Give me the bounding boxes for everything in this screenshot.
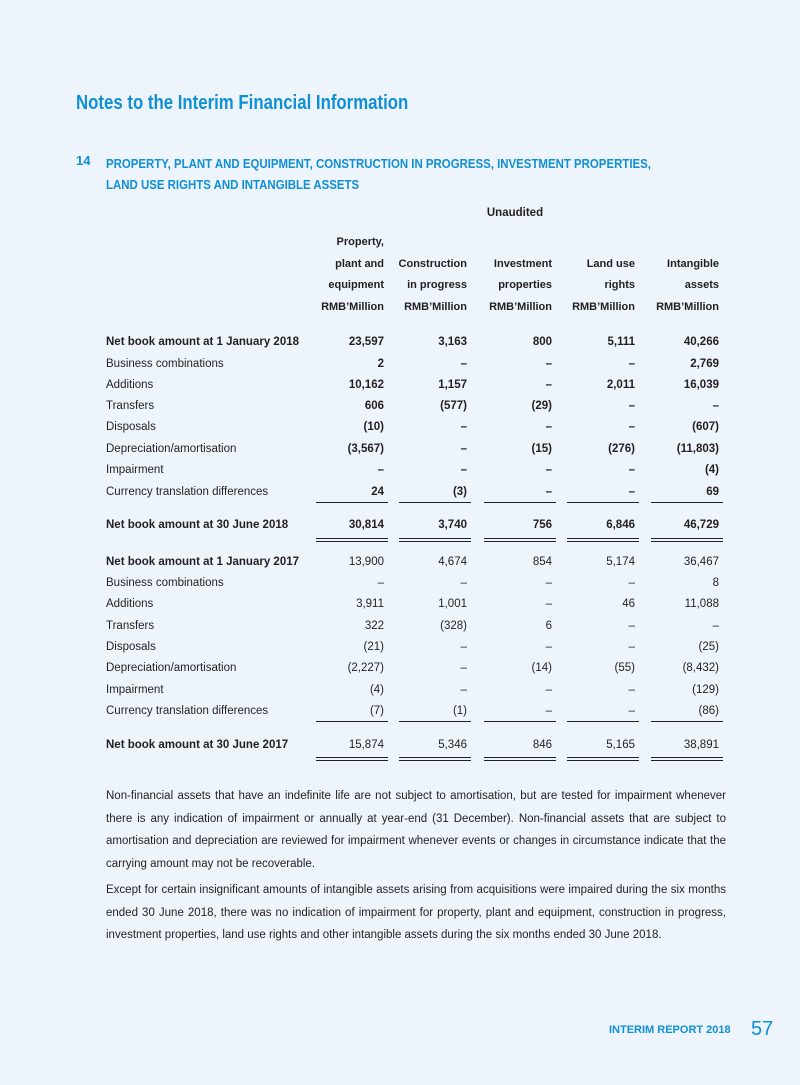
table-cell: 5,111 [607,336,635,348]
column-header [300,232,384,318]
paragraph: Except for certain insignificant amounts of intangible assets arising from acquisitions were impaired during the six months ended 30 June 2018, there was no indication of impairment for property, plant and equipment, construction in progress, investment properties, land use rights and other intangible assets during the six months ended 30 June 2018. [106,884,726,941]
row-label: Depreciation/amortisation [106,443,237,455]
table-cell: – [628,464,635,476]
subtotal-rule [399,502,471,503]
column-header-line [383,232,467,254]
column-header-line: assets [684,279,719,291]
table-cell: 2 [377,358,384,370]
column-header-line: properties [498,279,552,291]
table-cell: 854 [532,556,552,568]
table-cell: 16,039 [683,379,719,391]
table-cell: – [628,620,635,632]
total-double-rule [316,538,388,542]
row-label: Net book amount at 30 June 2018 [106,519,289,531]
row-label: Transfers [106,620,155,632]
table-cell: – [460,358,467,370]
table-cell: – [377,464,384,476]
column-header-line: in progress [407,279,467,291]
table-cell: 606 [364,400,384,412]
subtotal-rule [316,502,388,503]
table-cell: (8,432) [682,662,719,674]
table-cell: – [460,464,467,476]
column-header-line: Property, [336,236,384,248]
table-cell: (10) [363,421,384,433]
table-cell: 46 [622,598,635,610]
total-double-rule [399,757,471,761]
row-label: Net book amount at 30 June 2017 [106,739,289,751]
table-cell: 6,846 [606,519,635,531]
table-cell: 846 [532,739,552,751]
table-cell: (577) [440,400,467,412]
table-row [106,551,726,573]
total-double-rule [651,538,723,542]
row-label: Business combinations [106,358,224,370]
table-row [106,734,726,756]
table-cell: – [460,577,467,589]
section-number: 14 [76,153,91,168]
table-cell: – [545,486,552,498]
table-row [106,572,726,594]
table-group-header: Unaudited [486,207,544,219]
subtotal-rule [567,721,639,722]
table-cell: 5,346 [438,739,467,751]
column-header-line: Investment [493,257,552,270]
column-header-line: RMB’Million [489,300,552,313]
row-label: Impairment [106,684,164,696]
column-header-line: RMB’Million [656,300,719,313]
table-cell: (15) [531,443,552,455]
column-header-line: Construction [398,257,467,270]
subtotal-rule [316,721,388,722]
table-cell: 40,266 [683,336,719,348]
table-cell: – [460,641,467,653]
row-label: Impairment [106,464,164,476]
table-cell: (607) [692,421,719,433]
table-cell: – [460,684,467,696]
paragraph: Non-financial assets that have an indefinite life are not subject to amortisation, but are tested for impairment whenever there is any indication of impairment or annually at year-end (31 December). Non-financial assets that are subject to amortisation and depreciation are reviewed for impairment whenever events or changes in circumstance indicate that the carrying amount may not be recoverable. [106,790,726,870]
table-cell: 756 [532,519,552,531]
column-header [635,232,719,318]
table-cell: 2,011 [606,379,635,391]
table-cell: (21) [363,641,384,653]
table-cell: (11,803) [676,443,719,455]
table-cell: 23,597 [348,336,384,348]
table-cell: – [628,577,635,589]
table-row [106,636,726,658]
table-cell: 3,740 [438,519,467,531]
total-double-rule [484,538,556,542]
page-title: Notes to the Interim Financial Information [76,92,409,114]
table-row [106,514,726,536]
row-label: Currency translation differences [106,705,269,717]
table-cell: 6 [545,620,552,632]
page-number: 57 [751,1018,774,1040]
subtotal-rule [399,721,471,722]
table-row [106,416,726,438]
total-double-rule [567,538,639,542]
table-cell: 30,814 [348,519,384,531]
table-cell: (1) [452,705,467,717]
total-double-rule [484,757,556,761]
table-cell: – [545,464,552,476]
table-row [106,700,726,722]
column-header-line [635,232,719,254]
row-label: Transfers [106,400,155,412]
row-label: Additions [106,379,154,391]
table-cell: (25) [698,641,719,653]
column-header-line: plant and [335,257,384,270]
row-label: Disposals [106,421,156,433]
table-cell: 10,162 [348,379,384,391]
table-cell: – [460,662,467,674]
table-row [106,331,726,353]
subtotal-rule [651,502,723,503]
row-label: Depreciation/amortisation [106,662,237,674]
table-cell: – [628,421,635,433]
table-cell: 5,174 [606,556,635,568]
subtotal-rule [567,502,639,503]
table-cell: 322 [364,620,384,632]
table-cell: 36,467 [683,556,719,568]
table-cell: (7) [369,705,384,717]
subtotal-rule [651,721,723,722]
row-label: Disposals [106,641,156,653]
column-header-line: equipment [328,279,384,291]
table-cell: 3,163 [438,336,467,348]
table-cell: 1,001 [438,598,467,610]
table-cell: – [545,684,552,696]
table-cell: 11,088 [684,598,719,610]
table-row [106,615,726,637]
table-cell: 8 [712,577,719,589]
table-cell: 800 [532,336,552,348]
table-cell: – [545,577,552,589]
table-row [106,438,726,460]
table-cell: – [545,705,552,717]
column-header-line [551,232,635,254]
table-row [106,374,726,396]
column-header-line: Land use [586,257,635,270]
column-header [551,232,635,318]
table-cell: 24 [371,486,384,498]
table-row [106,353,726,375]
table-cell: (3,567) [347,443,384,455]
table-cell: 46,729 [683,519,719,531]
table-cell: (55) [614,662,635,674]
total-double-rule [651,757,723,761]
table-cell: 1,157 [438,379,467,391]
table-cell: 38,891 [683,739,719,751]
table-cell: 2,769 [690,358,719,370]
row-label: Currency translation differences [106,486,269,498]
table-cell: (129) [692,684,719,696]
table-row [106,593,726,615]
table-row [106,657,726,679]
table-cell: (14) [531,662,552,674]
table-cell: – [545,379,552,391]
table-cell: – [628,684,635,696]
table-cell: (276) [608,443,635,455]
row-label: Net book amount at 1 January 2018 [106,336,300,348]
table-cell: 69 [706,486,719,498]
table-cell: – [712,620,719,632]
table-cell: – [545,598,552,610]
table-cell: – [545,358,552,370]
table-cell: (29) [531,400,552,412]
table-cell: 13,900 [348,556,384,568]
table-cell: – [628,400,635,412]
table-cell: – [628,641,635,653]
total-double-rule [567,757,639,761]
total-double-rule [399,538,471,542]
subtotal-rule [484,502,556,503]
table-cell: (2,227) [347,662,384,674]
table-row [106,459,726,481]
section-title: PROPERTY, PLANT AND EQUIPMENT, CONSTRUCTION IN PROGRESS, INVESTMENT PROPERTIES, LAND USE RIGHTS AND INTANGIBLE ASSETS [106,156,651,192]
table-cell: (4) [369,684,384,696]
table-cell: – [712,400,719,412]
table-cell: (86) [698,705,719,717]
table-cell: – [377,577,384,589]
table-cell: (3) [452,486,467,498]
table-cell: – [545,421,552,433]
row-label: Additions [106,598,154,610]
column-header-line: RMB’Million [572,300,635,313]
column-header-line [468,232,552,254]
row-label: Net book amount at 1 January 2017 [106,556,300,568]
table-cell: 3,911 [356,598,384,610]
table-cell: (4) [704,464,719,476]
table-cell: – [460,421,467,433]
table-cell: 15,874 [348,739,384,751]
table-row [106,481,726,503]
column-header-line: RMB’Million [321,300,384,313]
table-cell: – [460,443,467,455]
table-cell: – [628,705,635,717]
table-cell: 5,165 [606,739,635,751]
total-double-rule [316,757,388,761]
table-cell: – [545,641,552,653]
table-cell: – [628,358,635,370]
column-header [383,232,467,318]
report-label: INTERIM REPORT 2018 [609,1024,731,1036]
table-cell: – [628,486,635,498]
table-row [106,679,726,701]
subtotal-rule [484,721,556,722]
column-header-line: Intangible [667,257,719,270]
row-label: Business combinations [106,577,224,589]
column-header-line: RMB’Million [404,300,467,313]
column-header [468,232,552,318]
table-row [106,395,726,417]
table-cell: (328) [440,620,467,632]
table-cell: 4,674 [438,556,467,568]
column-header-line: rights [604,279,635,291]
